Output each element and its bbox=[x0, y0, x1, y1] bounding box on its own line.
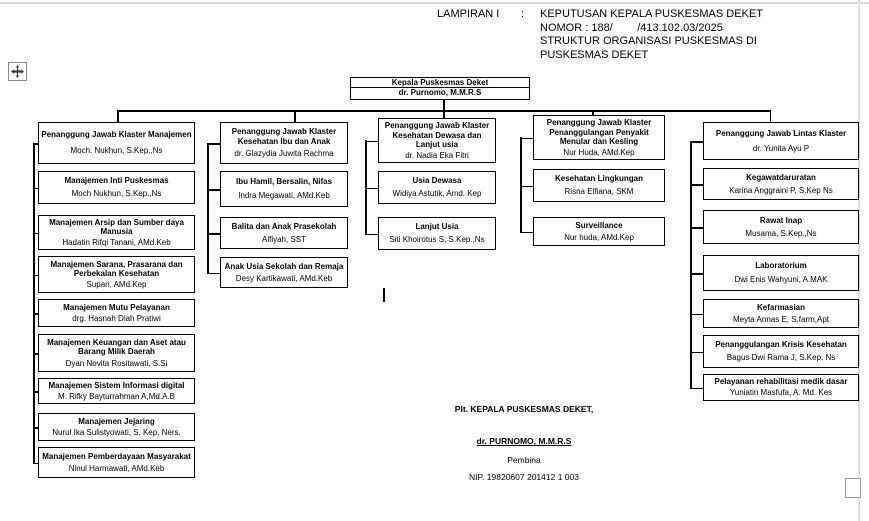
connector bbox=[770, 110, 772, 122]
connector bbox=[520, 232, 533, 234]
org-box[interactable] bbox=[703, 122, 859, 160]
org-box-title: Manajemen Sistem Informasi digital bbox=[48, 381, 185, 390]
connector bbox=[207, 189, 220, 191]
org-box[interactable] bbox=[378, 171, 496, 204]
org-box-title: Penanggung Jawab Klaster Kesehatan Dewasa dan Lanjut usia bbox=[384, 121, 490, 149]
connector bbox=[690, 314, 703, 316]
connector bbox=[207, 273, 220, 275]
org-box[interactable] bbox=[220, 122, 348, 164]
org-box[interactable] bbox=[38, 447, 195, 478]
connector bbox=[690, 388, 703, 390]
text-cursor bbox=[383, 288, 385, 302]
connector bbox=[690, 352, 703, 354]
root-box-title: Kepala Puskesmas Deket bbox=[351, 78, 529, 88]
org-box[interactable] bbox=[378, 217, 496, 250]
connector bbox=[443, 100, 445, 110]
org-box-name: Indra Megawati, AMd.Keb bbox=[238, 191, 330, 201]
org-box-title: Manajemen Sarana, Prasarana dan Perbekalan Kesehatan bbox=[50, 259, 183, 278]
org-box-title: Usia Dewasa bbox=[412, 176, 462, 186]
connector bbox=[365, 234, 378, 236]
org-box-name: Widiya Astutik, Amd. Kep bbox=[392, 189, 482, 199]
org-box[interactable] bbox=[533, 217, 665, 246]
connector bbox=[207, 143, 209, 273]
org-box-title: Penanggung Jawab Lintas Klaster bbox=[715, 129, 847, 138]
lampiran-label: LAMPIRAN I bbox=[437, 8, 500, 20]
org-box-title: Pelayanan rehabilitasi medik dasar bbox=[714, 377, 848, 387]
org-box[interactable] bbox=[378, 118, 496, 163]
org-box-name: M. Rifky Bayturrahman A,Md.A.B bbox=[58, 391, 175, 401]
org-box[interactable] bbox=[38, 334, 195, 372]
org-box-name: Nur Huda, AMd.Kep bbox=[563, 147, 635, 157]
move-anchor-icon[interactable] bbox=[8, 62, 27, 81]
page-edge-handle[interactable] bbox=[845, 478, 861, 498]
org-box-name: Yuniatin Masfufa, A. Md. Kes bbox=[729, 388, 833, 398]
org-box[interactable] bbox=[38, 256, 195, 293]
org-box-title: Rawat Inap bbox=[759, 215, 803, 225]
org-box-name: Karina Anggraini P, S.Kep Ns bbox=[729, 185, 833, 195]
org-box-title: Balita dan Anak Prasekolah bbox=[231, 222, 337, 231]
org-box-name: Musama, S.Kep.,Ns bbox=[745, 228, 817, 238]
header-line: PUSKESMAS DEKET bbox=[540, 48, 649, 61]
org-box-title: Kesehatan Lingkungan bbox=[554, 174, 643, 184]
org-box-name: drg. Hasnah Diah Pratiwi bbox=[72, 313, 161, 323]
org-box-title: Penanggulangan Krisis Kesehatan bbox=[715, 340, 847, 350]
org-box[interactable] bbox=[38, 413, 195, 441]
connector bbox=[365, 188, 378, 190]
lampiran-header bbox=[437, 8, 763, 62]
move-cross-icon bbox=[11, 65, 24, 78]
org-box-title: Surveillance bbox=[575, 221, 623, 230]
org-box[interactable] bbox=[703, 374, 859, 401]
connector bbox=[117, 110, 119, 122]
connector bbox=[207, 143, 220, 145]
connector bbox=[690, 141, 703, 143]
org-box-name: Moch Nukhun, S.Kep.,Ns bbox=[71, 189, 162, 199]
org-box-title: Ibu Hamil, Bersalin, Nifas bbox=[235, 177, 333, 187]
lampiran-lines bbox=[540, 8, 763, 62]
org-box-title: Kegawatdaruratan bbox=[746, 173, 816, 182]
org-box[interactable] bbox=[38, 378, 195, 404]
connector bbox=[443, 110, 445, 118]
connector bbox=[365, 141, 378, 143]
org-box-name: dr. Glazydia Juwita Rachma bbox=[234, 149, 334, 159]
org-box-name: Meyta Annas E, S.farm,Apt bbox=[732, 314, 830, 324]
org-box[interactable] bbox=[703, 168, 859, 200]
connector bbox=[520, 137, 522, 232]
org-box[interactable] bbox=[38, 215, 195, 250]
org-box-title: Kefarmasian bbox=[756, 303, 806, 312]
connector bbox=[690, 184, 703, 186]
connector bbox=[690, 273, 703, 275]
org-box-title: Manajemen Jejaring bbox=[78, 416, 155, 426]
org-box[interactable] bbox=[533, 115, 665, 160]
org-box[interactable] bbox=[703, 299, 859, 328]
signature-rank: Pembina bbox=[507, 455, 541, 465]
connector bbox=[294, 110, 296, 122]
org-box-name: dr. Yunita Ayu P bbox=[752, 143, 810, 153]
org-box-name: Hadatin Rifqi Tanani, AMd.Keb bbox=[62, 237, 171, 247]
org-box-title: Manajemen Inti Puskesmas bbox=[64, 176, 169, 186]
org-box-title: Lanjut Usia bbox=[415, 222, 459, 232]
org-box-title: Anak Usia Sekolah dan Remaja bbox=[224, 261, 344, 271]
org-box-name: Siti Khoirotus S, S.Kep.,Ns bbox=[389, 235, 485, 245]
connector bbox=[690, 227, 703, 229]
org-box-name: Ninul Harmawati, AMd.Keb bbox=[68, 463, 165, 473]
org-box[interactable] bbox=[703, 210, 859, 244]
org-box-title: Penanggung Jawab Klaster Manajemen bbox=[41, 130, 192, 140]
org-box-name: dr. Nadia Eka Fitri bbox=[405, 150, 469, 160]
org-box[interactable] bbox=[38, 122, 195, 164]
connector bbox=[520, 138, 533, 140]
org-box[interactable] bbox=[38, 299, 195, 327]
org-box[interactable] bbox=[220, 217, 348, 249]
header-line: STRUKTUR ORGANISASI PUSKESMAS DI bbox=[540, 35, 757, 47]
header-line: NOMOR : 188/ /413.102.03/2025 bbox=[540, 21, 723, 34]
org-box-name: Alfiyah, SST bbox=[261, 234, 306, 244]
org-box-name: Nur huda, AMd.Kep bbox=[564, 232, 634, 242]
org-box-name: Moch. Nukhun, S.Kep.,Ns bbox=[70, 146, 163, 156]
org-box-name: Risna Elfiana, SKM bbox=[564, 187, 634, 197]
org-box-name: Desy Kartikawati, AMd.Keb bbox=[235, 273, 333, 283]
org-box-title: Manajemen Keuangan dan Aset atau Barang Milik Daerah bbox=[47, 337, 186, 357]
org-box-title: Laboratorium bbox=[755, 261, 807, 271]
org-box[interactable] bbox=[38, 171, 195, 204]
root-box[interactable] bbox=[350, 77, 530, 100]
org-box[interactable] bbox=[220, 257, 348, 288]
org-box[interactable] bbox=[533, 169, 665, 202]
org-box[interactable] bbox=[703, 255, 859, 291]
root-box-name: dr. Purnomo, M.M.R.S bbox=[398, 88, 482, 97]
signature-block bbox=[398, 404, 650, 482]
org-box-title: Penanggung Jawab Klaster Penanggulangan Penyakit Menular dan Kesling bbox=[546, 118, 652, 146]
signature-nip: NIP. 19820607 201412 1 003 bbox=[469, 472, 579, 482]
signature-title: Plt. KEPALA PUSKESMAS DEKET, bbox=[454, 404, 594, 414]
connector bbox=[520, 186, 533, 188]
lampiran-colon: : bbox=[521, 8, 525, 20]
org-box-name: Nurul Ika Sulistyowati, S. Kep, Ners. bbox=[52, 427, 181, 437]
org-box-name: Bagus Dwi Rama J, S.Kep. Ns bbox=[726, 353, 836, 363]
org-box-title: Penanggung Jawab Klaster Kesehatan Ibu dan Anak bbox=[231, 127, 337, 146]
org-box[interactable] bbox=[703, 335, 859, 368]
org-box-title: Manajemen Arsip dan Sumber daya Manusia bbox=[49, 217, 184, 237]
org-box-name: Dyan Novita Rositawati, S.Si bbox=[65, 358, 168, 368]
org-box-title: Manajemen Pemberdayaan Masyarakat bbox=[42, 451, 191, 461]
page-top-edge bbox=[0, 2, 869, 4]
connector bbox=[207, 233, 220, 235]
connector bbox=[33, 143, 35, 463]
signature-name: dr. PURNOMO, M.M.R.S bbox=[476, 436, 572, 446]
org-box-name: Dwi Enis Wahyuni, A.MAK bbox=[734, 275, 828, 285]
org-box[interactable] bbox=[220, 171, 348, 207]
org-box-title: Manajemen Mutu Pelayanan bbox=[63, 302, 170, 312]
header-line: KEPUTUSAN KEPALA PUSKESMAS DEKET bbox=[540, 8, 763, 20]
org-box-name: Supari, AMd.Kep bbox=[86, 280, 147, 289]
